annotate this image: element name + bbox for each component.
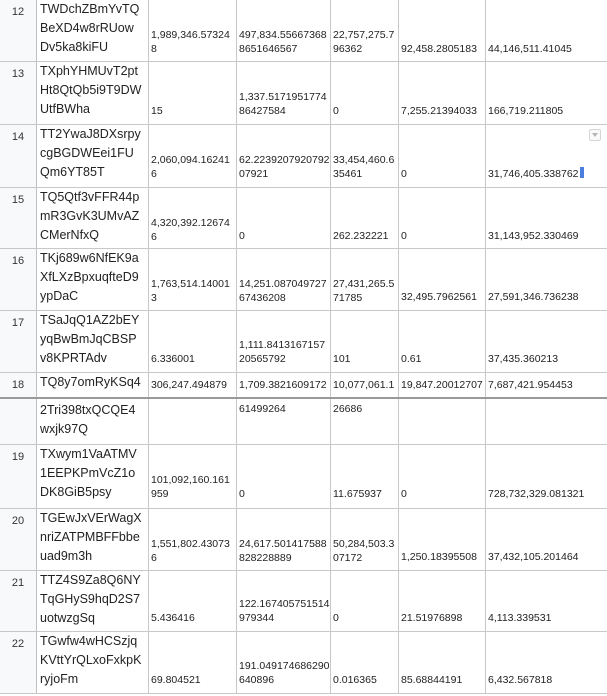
- row-header[interactable]: 21: [0, 571, 37, 631]
- value-cell-5[interactable]: 44,146,511.41045: [488, 43, 572, 55]
- address-cell[interactable]: TGEwJxVErWagX nriZATPMBFFbbe uad9m3h: [37, 509, 149, 570]
- value-cell-2[interactable]: 61499264: [237, 399, 331, 444]
- address-cell[interactable]: TQ5Qtf3vFFR44p mR3GvK3UMvAZ CMerNfxQ: [37, 188, 149, 248]
- address-cell[interactable]: TXwym1VaATMV 1EEPKPmVcZ1o DK8GiB5psy: [37, 445, 149, 508]
- value-cell-5[interactable]: [486, 125, 607, 187]
- value-cell-1[interactable]: 5.436416: [149, 571, 237, 631]
- row-header[interactable]: 17: [0, 311, 37, 372]
- table-row: [0, 311, 607, 373]
- value-cell-1[interactable]: 69.804521: [149, 632, 237, 693]
- address-cell[interactable]: TTZ4S9Za8Q6NY TqGHyS9hqD2S7 uotwzgSq: [37, 571, 149, 631]
- value-cell-2[interactable]: 24,617.501417588 828228889: [237, 509, 331, 570]
- value-cell-1[interactable]: [149, 399, 237, 444]
- value-cell-4[interactable]: 92,458.2805183: [399, 0, 486, 61]
- value-cell-4[interactable]: 7,255.21394033: [399, 62, 486, 124]
- row-header[interactable]: 13: [0, 62, 37, 124]
- row-header[interactable]: 12: [0, 0, 37, 61]
- value-cell-2[interactable]: 1,111.8413167157 20565792: [237, 311, 331, 372]
- value-cell-3[interactable]: 0: [331, 62, 399, 124]
- row-header[interactable]: 15: [0, 188, 37, 248]
- address-cell[interactable]: TWDchZBmYvTQ BeXD4w8rRUow Dv5ka8kiFU: [37, 0, 149, 61]
- value-cell-4[interactable]: [399, 399, 486, 444]
- table-row: [0, 188, 607, 249]
- row-header[interactable]: 19: [0, 445, 37, 508]
- value-cell-1[interactable]: 101,092,160.161 959: [149, 445, 237, 508]
- value-cell-5[interactable]: 4,113.339531: [488, 612, 552, 624]
- table-row: [0, 62, 607, 125]
- value-cell-4[interactable]: 0: [399, 188, 486, 248]
- table-row: [0, 632, 607, 694]
- value-cell-4[interactable]: 0: [399, 125, 486, 187]
- row-header[interactable]: 18: [0, 373, 37, 397]
- address-cell[interactable]: TSaJqQ1AZ2bEY yqBwBmJqCBSP v8KPRTAdv: [37, 311, 149, 372]
- value-cell-4[interactable]: 1,250.18395508: [399, 509, 486, 570]
- value-cell-5[interactable]: 166,719.211805: [488, 105, 564, 117]
- table-row: [0, 0, 607, 62]
- value-cell-2[interactable]: 62.2239207920792 07921: [237, 125, 331, 187]
- value-cell-5[interactable]: 27,591,346.736238: [488, 291, 579, 303]
- value-cell-1[interactable]: 1,551,802.43073 6: [149, 509, 237, 570]
- table-row: [0, 509, 607, 571]
- table-row: [0, 373, 607, 399]
- value-cell-4[interactable]: 85.68844191: [399, 632, 486, 693]
- value-cell-5[interactable]: 31,143,952.330469: [488, 230, 579, 242]
- value-cell-5[interactable]: 37,432,105.201464: [488, 551, 579, 563]
- value-cell-3[interactable]: 0.016365: [331, 632, 399, 693]
- row-header[interactable]: 16: [0, 249, 37, 310]
- value-cell-1[interactable]: 4,320,392.12674 6: [149, 188, 237, 248]
- value-cell-2[interactable]: 0: [237, 445, 331, 508]
- value-cell-3[interactable]: 10,077,061.1: [331, 373, 399, 397]
- value-cell-4[interactable]: 19,847.20012707: [399, 373, 486, 397]
- value-cell-2[interactable]: 122.167405751514 979344: [237, 571, 331, 631]
- value-cell-4[interactable]: 21.51976898: [399, 571, 486, 631]
- value-cell-1[interactable]: 15: [149, 62, 237, 124]
- row-header[interactable]: [0, 399, 37, 444]
- table-row: [0, 571, 607, 632]
- value-cell-3[interactable]: 262.232221: [331, 188, 399, 248]
- value-cell-1[interactable]: 2,060,094.16241 6: [149, 125, 237, 187]
- value-cell-3[interactable]: 11.675937: [331, 445, 399, 508]
- value-cell-1[interactable]: 1,989,346.57324 8: [149, 0, 237, 61]
- value-cell-1[interactable]: 6.336001: [149, 311, 237, 372]
- value-cell-1[interactable]: 1,763,514.14001 3: [149, 249, 237, 310]
- row-header[interactable]: 20: [0, 509, 37, 570]
- value-cell-5[interactable]: 6,432.567818: [488, 674, 553, 686]
- value-cell-3[interactable]: 50,284,503.3 07172: [331, 509, 399, 570]
- row-header[interactable]: 22: [0, 632, 37, 693]
- table-row: [0, 249, 607, 311]
- value-cell-4[interactable]: 0: [399, 445, 486, 508]
- value-cell-4[interactable]: 0.61: [399, 311, 486, 372]
- value-cell-3[interactable]: 33,454,460.6 35461: [331, 125, 399, 187]
- value-cell-4[interactable]: 32,495.7962561: [399, 249, 486, 310]
- value-cell-3[interactable]: 101: [331, 311, 399, 372]
- active-cell-value: [488, 167, 584, 181]
- address-cell[interactable]: TQ8y7omRyKSq4: [37, 373, 149, 397]
- address-cell[interactable]: TGwfw4wHCSzjq KVttYrQLxoFxkpK ryjoFm: [37, 632, 149, 693]
- address-cell[interactable]: TKj689w6NfEK9a XfLXzBpxuqfteD9 ypDaC: [37, 249, 149, 310]
- value-cell-2[interactable]: 1,709.3821609172: [237, 373, 331, 397]
- value-cell-3[interactable]: 0: [331, 571, 399, 631]
- address-cell[interactable]: 2Tri398txQCQE4 wxjk97Q: [37, 399, 149, 444]
- address-cell[interactable]: TXphYHMUvT2pt Ht8QtQb5i9T9DW UtfBWha: [37, 62, 149, 124]
- dropdown-arrow-icon[interactable]: [589, 129, 601, 141]
- value-cell-5[interactable]: 37,435.360213: [488, 353, 559, 365]
- value-cell-2[interactable]: 191.049174686290 640896: [237, 632, 331, 693]
- value-cell-3[interactable]: 27,431,265.5 71785: [331, 249, 399, 310]
- value-cell-5[interactable]: [486, 399, 607, 444]
- table-row: [0, 125, 607, 188]
- row-header[interactable]: 14: [0, 125, 37, 187]
- value-cell-2[interactable]: 1,337.5171951774 86427584: [237, 62, 331, 124]
- value-cell-5[interactable]: 728,732,329.081321: [488, 488, 585, 500]
- value-cell-2[interactable]: 0: [237, 188, 331, 248]
- value-cell-2[interactable]: 14,251.087049727 67436208: [237, 249, 331, 310]
- value-cell-1[interactable]: 306,247.494879: [149, 373, 237, 397]
- table-row: [0, 445, 607, 509]
- value-cell-5[interactable]: 7,687,421.954453: [488, 379, 573, 391]
- address-cell[interactable]: TT2YwaJ8DXsrpy cgBGDWEei1FU Qm6YT85T: [37, 125, 149, 187]
- value-cell-3[interactable]: 26686: [331, 399, 399, 444]
- active-cell-text: 31,746,405.338762: [488, 168, 579, 180]
- value-cell-2[interactable]: 497,834.55667368 8651646567: [237, 0, 331, 61]
- text-cursor-icon: [580, 167, 584, 178]
- table-row: [0, 399, 607, 445]
- value-cell-3[interactable]: 22,757,275.7 96362: [331, 0, 399, 61]
